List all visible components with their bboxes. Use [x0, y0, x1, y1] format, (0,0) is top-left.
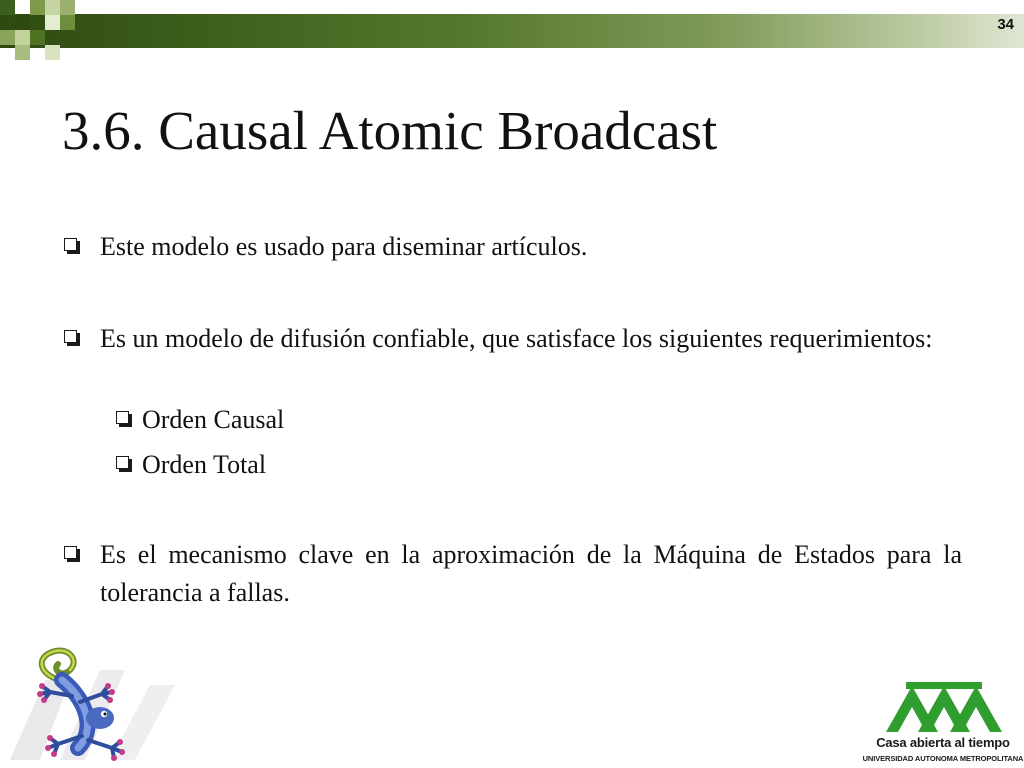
- bullet-text: Orden Total: [142, 450, 267, 479]
- checkbox-bullet-icon: [116, 411, 134, 429]
- bullet-item: [64, 228, 962, 266]
- slide-title: 3.6. Causal Atomic Broadcast: [62, 100, 718, 161]
- uam-logo-icon: [862, 680, 1024, 734]
- uam-name: UNIVERSIDAD AUTONOMA METROPOLITANA: [862, 754, 1024, 763]
- bullet-item: [64, 320, 962, 358]
- uam-tagline: Casa abierta al tiempo: [876, 735, 1010, 750]
- checkbox-bullet-icon: [64, 546, 82, 564]
- gecko-logo-icon: [0, 640, 200, 768]
- header-band: [0, 14, 1024, 48]
- checkbox-bullet-icon: [64, 238, 82, 256]
- checker-pattern-icon: [0, 0, 80, 62]
- checkbox-bullet-icon: [64, 330, 82, 348]
- bullet-text: Orden Causal: [142, 405, 285, 434]
- bullet-text: Este modelo es usado para diseminar artículos.: [100, 232, 588, 261]
- bullet-text: Es un modelo de difusión confiable, que satisface los siguientes requerimientos:: [100, 324, 933, 353]
- sub-bullet-item: [116, 446, 962, 484]
- checkbox-bullet-icon: [116, 456, 134, 474]
- slide-number: 34: [997, 16, 1014, 33]
- bullet-item: [64, 536, 962, 612]
- sub-bullet-item: [116, 401, 962, 439]
- bullet-text: Es el mecanismo clave en la aproximación de la Máquina de Estados para la tolerancia a fallas.: [100, 540, 962, 607]
- uam-logo: [862, 680, 1024, 768]
